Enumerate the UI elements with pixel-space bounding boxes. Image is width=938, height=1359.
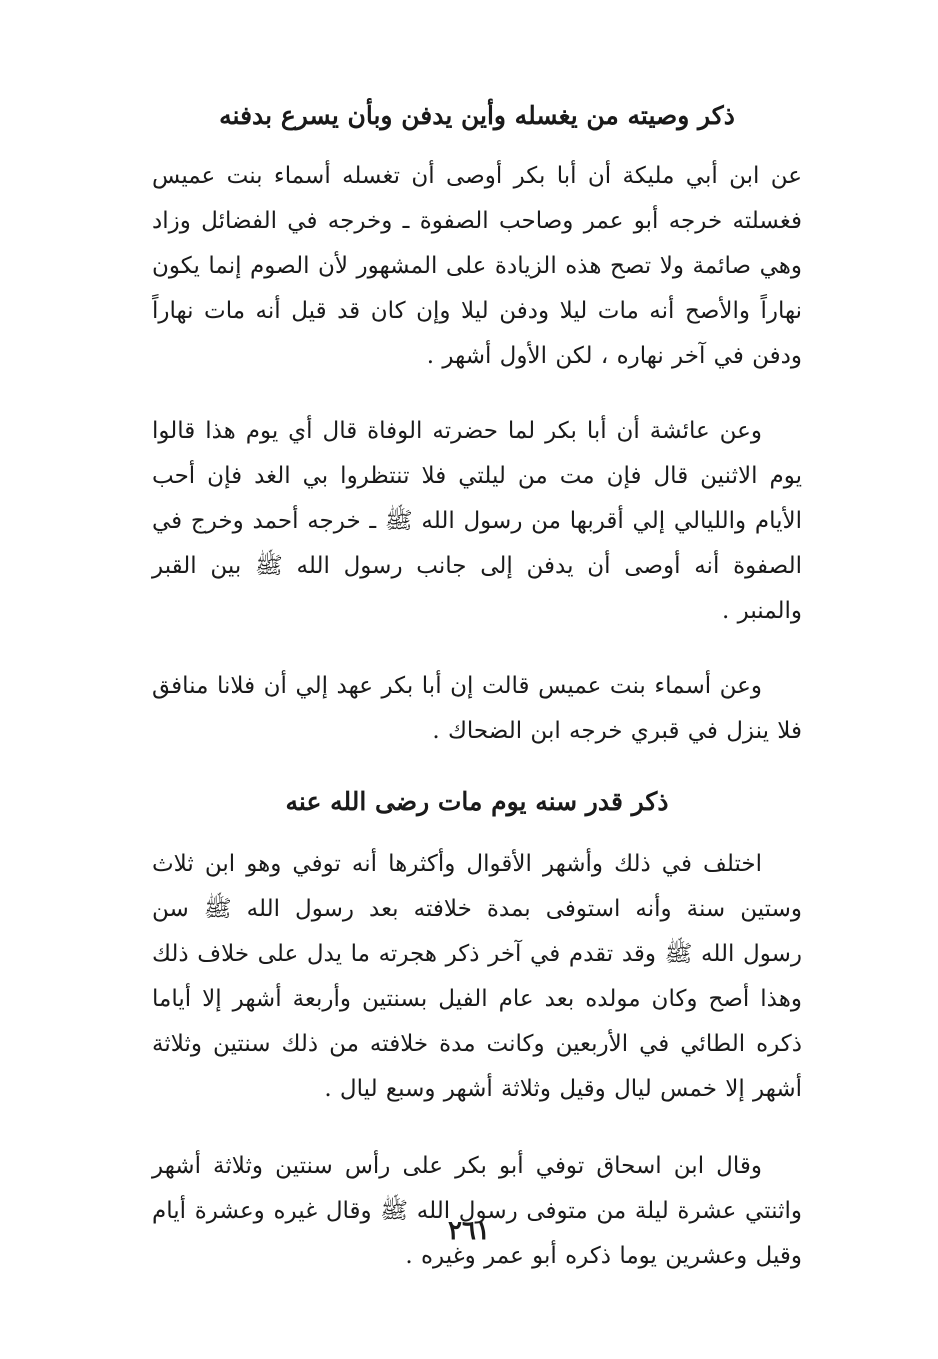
paragraph-will-washing: عن ابن أبي مليكة أن أبا بكر أوصى أن تغسله أسماء بنت عميس فغسلته خرجه أبو عمر وصاحب الصفوة ـ وخرجه في الفضائل وزاد وهي صائمة ولا تصح هذه الزيادة على المشهور لأن الصوم إنما يكون نهاراً والأصح أنه مات ليلا ودفن ليلا وإن كان قد قيل أنه مات نهاراً ودفن في آخر نهاره ، لكن الأول أشهر . (152, 163, 802, 369)
section-title-age: ذكر قدر سنه يوم مات رضى الله عنه (285, 787, 669, 816)
paragraph-ibn-ishaq: وقال ابن اسحاق توفي أبو بكر على رأس سنتين وثلاثة أشهر واثنتي عشرة ليلة من متوفى رسول الله ﷺ وقال غيره وعشرة أيام وقيل وعشرين يوما ذكره أبو عمر وغيره . (152, 1153, 802, 1269)
page-number: ٢٦١ (448, 1216, 490, 1246)
paragraph-aisha-report: وعن عائشة أن أبا بكر لما حضرته الوفاة قال أي يوم هذا قالوا يوم الاثنين قال فإن مت من ليلتي فلا تنتظروا بي الغد فإن أحب الأيام والليالي إلي أقربها من رسول الله ﷺ ـ خرجه أحمد وخرج في الصفوة أنه أوصى أن يدفن إلى جانب رسول الله ﷺ بين القبر والمنبر . (152, 418, 802, 624)
paragraph-age-dispute: اختلف في ذلك وأشهر الأقوال وأكثرها أنه توفي وهو ابن ثلاث وستين سنة وأنه استوفى بمدة خلافته بعد رسول الله ﷺ سن رسول الله ﷺ وقد تقدم في آخر ذكر هجرته ما يدل على خلاف ذلك وهذا أصح وكان مولده بعد عام الفيل بسنتين وأربعة أشهر إلا أياما ذكره الطائي في الأربعين وكانت مدة خلافته من ذلك سنتين وثلاثة أشهر إلا خمس ليال وقيل وثلاثة أشهر وسبع ليال . (152, 851, 802, 1102)
section-title-will: ذكر وصيته من يغسله وأين يدفن وبأن يسرع بدفنه (219, 101, 735, 130)
paragraph-asma-report: وعن أسماء بنت عميس قالت إن أبا بكر عهد إلي أن فلانا منافق فلا ينزل في قبري خرجه ابن الضحاك . (152, 673, 802, 744)
page-body (152, 96, 802, 1279)
